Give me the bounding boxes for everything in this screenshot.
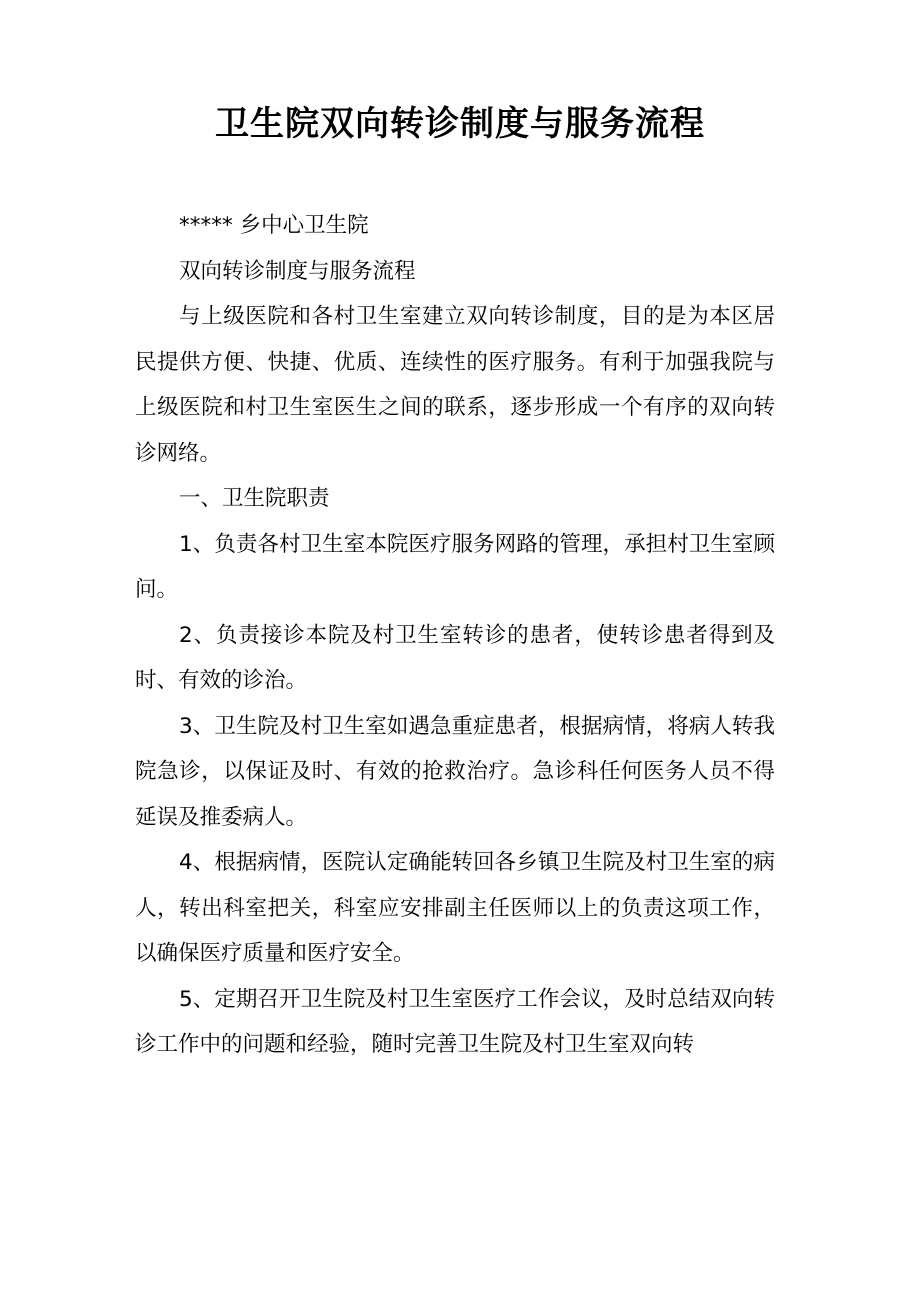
paragraph-item-2: 2、负责接诊本院及村卫生室转诊的患者，使转诊患者得到及时、有效的诊治。 — [135, 622, 775, 693]
paragraph-item-5: 5、定期召开卫生院及村卫生室医疗工作会议，及时总结双向转诊工作中的问题和经验，随时完善卫生院及村卫生室双向转 — [135, 986, 775, 1057]
document-title: 卫生院双向转诊制度与服务流程 — [215, 104, 705, 144]
paragraph-hospital-name: ***** 乡中心卫生院 — [179, 213, 369, 238]
paragraph-item-3: 3、卫生院及村卫生室如遇急重症患者，根据病情，将病人转我院急诊，以保证及时、有效的抢救治疗。急诊科任何医务人员不得延误及推委病人。 — [135, 713, 775, 830]
paragraph-section-heading: 一、卫生院职责 — [179, 486, 330, 511]
paragraph-intro: 与上级医院和各村卫生室建立双向转诊制度，目的是为本区居民提供方便、快捷、优质、连续性的医疗服务。有利于加强我院与上级医院和村卫生室医生之间的联系，逐步形成一个有序的双向转诊网络。 — [135, 304, 775, 466]
paragraph-item-1: 1、负责各村卫生室本院医疗服务网路的管理，承担村卫生室顾问。 — [135, 531, 775, 602]
paragraph-subtitle: 双向转诊制度与服务流程 — [179, 258, 416, 284]
document-body — [135, 203, 775, 1068]
paragraph-item-4: 4、根据病情，医院认定确能转回各乡镇卫生院及村卫生室的病人，转出科室把关，科室应安排副主任医师以上的负责这项工作，以确保医疗质量和医疗安全。 — [135, 850, 775, 966]
